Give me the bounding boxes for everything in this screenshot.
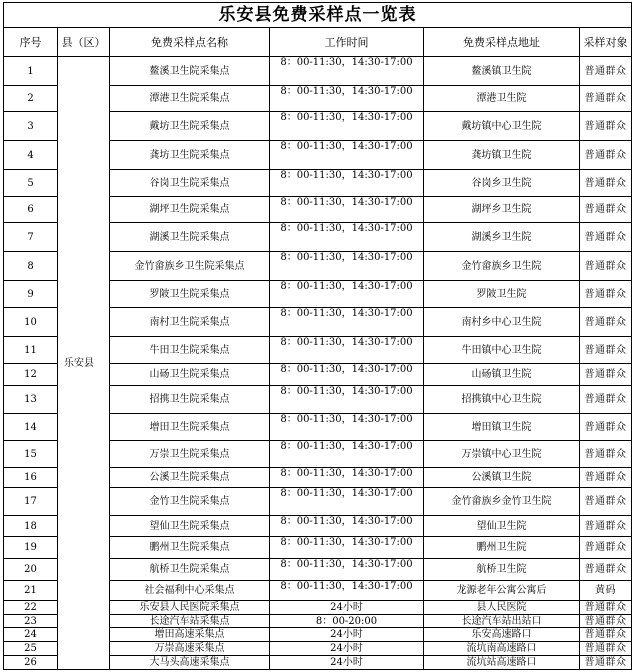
- cell-target: 普通群众: [580, 615, 632, 628]
- header-county: 县（区）: [58, 28, 110, 57]
- cell-site-name: 南村卫生院采集点: [110, 308, 270, 337]
- cell-hours: 8：00-11:30，14:30-17:00: [270, 488, 424, 516]
- cell-target: 普通群众: [580, 281, 632, 308]
- cell-address: 流坑站高速路口: [424, 656, 580, 670]
- cell-hours: 24小时: [270, 601, 424, 615]
- cell-target: 黄码: [580, 581, 632, 601]
- cell-hours: 8：00-11:30，14:30-17:00: [270, 468, 424, 488]
- cell-site-name: 湖坪卫生院采集点: [110, 197, 270, 223]
- cell-target: 普通群众: [580, 601, 632, 615]
- cell-site-name: 戴坊卫生院采集点: [110, 112, 270, 141]
- cell-site-name: 金竹卫生院采集点: [110, 488, 270, 516]
- cell-hours: 8：00-11:30，14:30-17:00: [270, 516, 424, 537]
- cell-address: 流坑南高速路口: [424, 642, 580, 656]
- cell-target: 普通群众: [580, 308, 632, 337]
- cell-site-name: 增田高速采集点: [110, 628, 270, 642]
- cell-index: 15: [4, 441, 58, 468]
- cell-hours: 8：00-11:30，14:30-17:00: [270, 281, 424, 308]
- cell-hours: 8：00-11:30，14:30-17:00: [270, 414, 424, 441]
- cell-hours: 8：00-11:30，14:30-17:00: [270, 364, 424, 386]
- cell-address: 山砀镇卫生院: [424, 364, 580, 386]
- cell-target: 普通群众: [580, 516, 632, 537]
- cell-target: 普通群众: [580, 488, 632, 516]
- cell-site-name: 罗陂卫生院采集点: [110, 281, 270, 308]
- header-index: 序号: [4, 28, 58, 57]
- cell-site-name: 金竹畲族乡卫生院采集点: [110, 252, 270, 281]
- table-row: [4, 57, 632, 86]
- cell-target: 普通群众: [580, 559, 632, 581]
- cell-index: 23: [4, 615, 58, 628]
- cell-address: 长途汽车站出站口: [424, 615, 580, 628]
- cell-target: 普通群众: [580, 252, 632, 281]
- cell-hours: 8：00-11:30，14:30-17:00: [270, 537, 424, 559]
- cell-hours: 24小时: [270, 628, 424, 642]
- cell-hours: 8：00-11:30，14:30-17:00: [270, 252, 424, 281]
- header-target: 采样对象: [580, 28, 632, 57]
- cell-address: 谷岗乡卫生院: [424, 170, 580, 197]
- cell-hours: 8：00-11:30，14:30-17:00: [270, 581, 424, 601]
- cell-hours: 8：00-11:30，14:30-17:00: [270, 141, 424, 170]
- cell-hours: 8：00-11:30，14:30-17:00: [270, 386, 424, 414]
- cell-hours: 8：00-11:30，14:30-17:00: [270, 86, 424, 112]
- cell-index: 14: [4, 414, 58, 441]
- cell-target: 普通群众: [580, 170, 632, 197]
- cell-address: 龙源老年公寓公寓后: [424, 581, 580, 601]
- cell-index: 22: [4, 601, 58, 615]
- cell-hours: 8：00-11:30，14:30-17:00: [270, 441, 424, 468]
- cell-county: 乐安县: [58, 57, 110, 670]
- cell-target: 普通群众: [580, 441, 632, 468]
- cell-address: 南村乡中心卫生院: [424, 308, 580, 337]
- cell-target: 普通群众: [580, 414, 632, 441]
- cell-hours: 8：00-11:30，14:30-17:00: [270, 170, 424, 197]
- cell-hours: 8：00-11:30，14:30-17:00: [270, 559, 424, 581]
- cell-target: 普通群众: [580, 364, 632, 386]
- cell-site-name: 长途汽车站采集点: [110, 615, 270, 628]
- cell-site-name: 谷岗卫生院采集点: [110, 170, 270, 197]
- cell-address: 潭港卫生院: [424, 86, 580, 112]
- cell-address: 鳌溪镇卫生院: [424, 57, 580, 86]
- cell-index: 17: [4, 488, 58, 516]
- header-row: [4, 28, 632, 57]
- cell-hours: 8：00-11:30，14:30-17:00: [270, 308, 424, 337]
- cell-address: 金竹畲族乡金竹卫生院: [424, 488, 580, 516]
- cell-index: 4: [4, 141, 58, 170]
- cell-target: 普通群众: [580, 86, 632, 112]
- cell-index: 6: [4, 197, 58, 223]
- cell-address: 龚坊镇卫生院: [424, 141, 580, 170]
- cell-site-name: 航桥卫生院采集点: [110, 559, 270, 581]
- cell-target: 普通群众: [580, 337, 632, 364]
- cell-target: 普通群众: [580, 537, 632, 559]
- cell-hours: 8：00-11:30，14:30-17:00: [270, 57, 424, 86]
- cell-site-name: 万崇卫生院采集点: [110, 441, 270, 468]
- cell-index: 18: [4, 516, 58, 537]
- cell-site-name: 山砀卫生院采集点: [110, 364, 270, 386]
- cell-site-name: 潭港卫生院采集点: [110, 86, 270, 112]
- cell-site-name: 大马头高速采集点: [110, 656, 270, 670]
- cell-index: 1: [4, 57, 58, 86]
- cell-address: 公溪镇卫生院: [424, 468, 580, 488]
- cell-hours: 8：00-11:30，14:30-17:00: [270, 112, 424, 141]
- header-address: 免费采样点地址: [424, 28, 580, 57]
- cell-address: 湖坪乡卫生院: [424, 197, 580, 223]
- cell-index: 24: [4, 628, 58, 642]
- table-body: [4, 57, 632, 670]
- cell-index: 13: [4, 386, 58, 414]
- cell-site-name: 龚坊卫生院采集点: [110, 141, 270, 170]
- cell-index: 12: [4, 364, 58, 386]
- cell-address: 航桥卫生院: [424, 559, 580, 581]
- cell-index: 20: [4, 559, 58, 581]
- cell-target: 普通群众: [580, 642, 632, 656]
- cell-index: 26: [4, 656, 58, 670]
- cell-site-name: 牛田卫生院采集点: [110, 337, 270, 364]
- cell-address: 乐安高速路口: [424, 628, 580, 642]
- cell-target: 普通群众: [580, 628, 632, 642]
- cell-target: 普通群众: [580, 112, 632, 141]
- cell-index: 9: [4, 281, 58, 308]
- header-site-name: 免费采样点名称: [110, 28, 270, 57]
- cell-index: 7: [4, 223, 58, 252]
- cell-site-name: 鹏州卫生院采集点: [110, 537, 270, 559]
- cell-index: 21: [4, 581, 58, 601]
- cell-index: 2: [4, 86, 58, 112]
- cell-address: 望仙卫生院: [424, 516, 580, 537]
- cell-hours: 8：00-11:30，14:30-17:00: [270, 197, 424, 223]
- cell-site-name: 湖溪卫生院采集点: [110, 223, 270, 252]
- cell-target: 普通群众: [580, 57, 632, 86]
- cell-hours: 8：00-11:30，14:30-17:00: [270, 337, 424, 364]
- table-title: 乐安县免费采样点一览表: [4, 3, 632, 28]
- cell-index: 8: [4, 252, 58, 281]
- cell-address: 招携镇中心卫生院: [424, 386, 580, 414]
- cell-index: 16: [4, 468, 58, 488]
- cell-site-name: 招携卫生院采集点: [110, 386, 270, 414]
- cell-address: 金竹畲族乡卫生院: [424, 252, 580, 281]
- cell-index: 10: [4, 308, 58, 337]
- cell-target: 普通群众: [580, 223, 632, 252]
- cell-address: 增田镇卫生院: [424, 414, 580, 441]
- cell-hours: 24小时: [270, 642, 424, 656]
- cell-site-name: 公溪卫生院采集点: [110, 468, 270, 488]
- cell-index: 3: [4, 112, 58, 141]
- header-hours: 工作时间: [270, 28, 424, 57]
- cell-site-name: 社会福利中心采集点: [110, 581, 270, 601]
- cell-index: 11: [4, 337, 58, 364]
- cell-target: 普通群众: [580, 141, 632, 170]
- cell-site-name: 万崇高速采集点: [110, 642, 270, 656]
- cell-site-name: 增田卫生院采集点: [110, 414, 270, 441]
- sampling-sites-table: [3, 2, 632, 670]
- cell-index: 19: [4, 537, 58, 559]
- cell-address: 县人民医院: [424, 601, 580, 615]
- cell-address: 万崇镇中心卫生院: [424, 441, 580, 468]
- cell-hours: 24小时: [270, 656, 424, 670]
- cell-site-name: 鳌溪卫生院采集点: [110, 57, 270, 86]
- cell-target: 普通群众: [580, 197, 632, 223]
- cell-address: 罗陂卫生院: [424, 281, 580, 308]
- cell-hours: 8：00-20:00: [270, 615, 424, 628]
- cell-target: 普通群众: [580, 386, 632, 414]
- cell-address: 戴坊镇中心卫生院: [424, 112, 580, 141]
- cell-target: 普通群众: [580, 656, 632, 670]
- cell-address: 湖溪乡卫生院: [424, 223, 580, 252]
- cell-address: 鹏州卫生院: [424, 537, 580, 559]
- cell-target: 普通群众: [580, 468, 632, 488]
- cell-site-name: 望仙卫生院采集点: [110, 516, 270, 537]
- cell-address: 牛田镇中心卫生院: [424, 337, 580, 364]
- cell-site-name: 乐安县人民医院采集点: [110, 601, 270, 615]
- cell-index: 5: [4, 170, 58, 197]
- cell-hours: 8：00-11:30，14:30-17:00: [270, 223, 424, 252]
- cell-index: 25: [4, 642, 58, 656]
